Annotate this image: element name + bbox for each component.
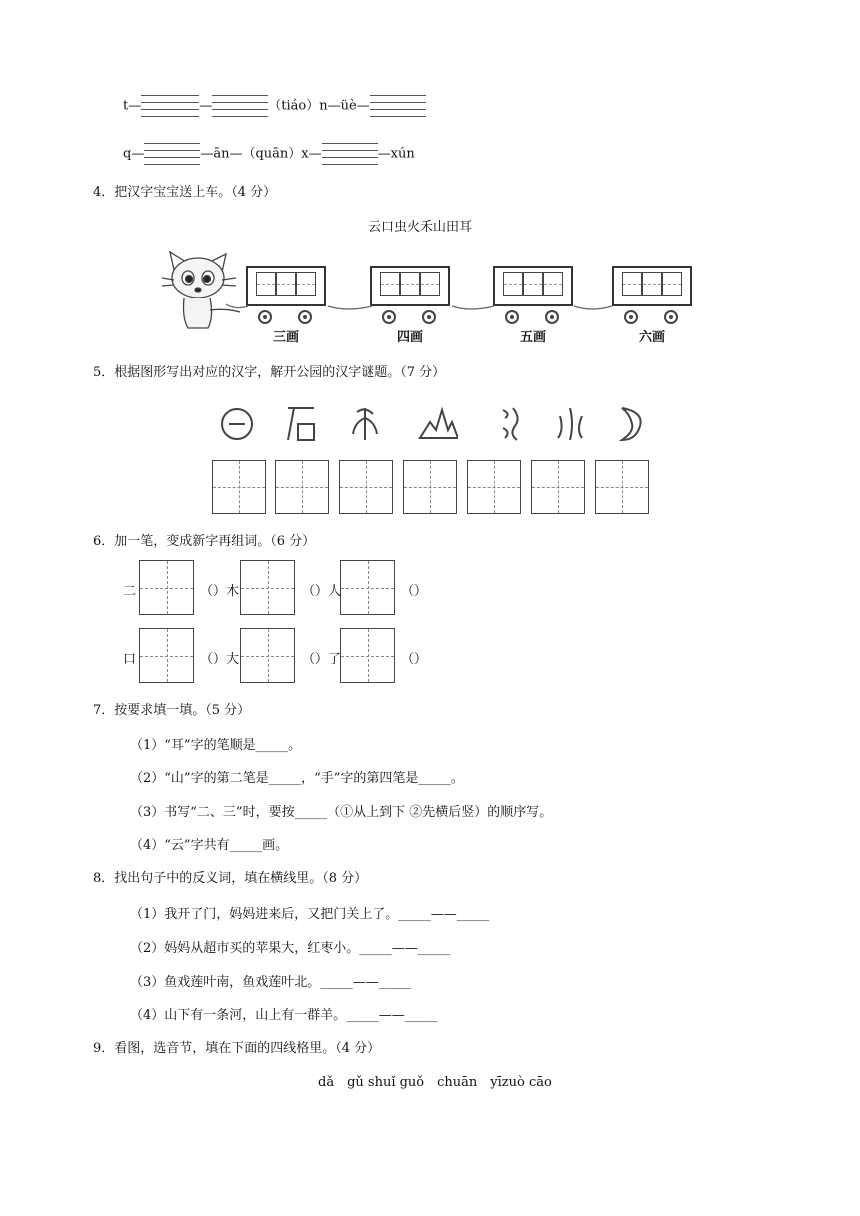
cart-label: 四画 (396, 330, 423, 345)
four-line-grid[interactable] (141, 93, 199, 119)
answer-grid-box[interactable] (531, 460, 585, 514)
cart-seat[interactable] (662, 272, 682, 296)
wheel-icon (664, 310, 678, 324)
q6-label: （）了 (302, 652, 342, 667)
answer-grid-box[interactable] (240, 628, 295, 683)
cart-seat[interactable] (276, 272, 296, 296)
four-line-grid[interactable] (370, 93, 426, 119)
pinyin-text: （tiáo）n—üè— (268, 98, 370, 114)
cart-seat[interactable] (400, 272, 420, 296)
q8-item-2: （2）妈妈从超市买的苹果大，红枣小。_____——_____ (130, 941, 451, 956)
mountain-pictograph-icon (418, 404, 458, 444)
cart-label: 六画 (638, 330, 665, 345)
q7-item-2: （2）“山”字的第二笔是_____，“手”字的第四笔是_____。 (130, 771, 464, 786)
pinyin-row-1 (123, 93, 426, 119)
answer-grid-box[interactable] (340, 560, 395, 615)
q6-label: （） (401, 584, 428, 599)
cart-seat[interactable] (642, 272, 662, 296)
pinyin-text: t— (123, 98, 142, 114)
pinyin-text: —ān—（quān）x— (200, 146, 322, 162)
question-5-title: 5．根据图形写出对应的汉字，解开公园的汉字谜题。（7 分） (93, 365, 446, 380)
q6-label: （）大 (200, 652, 240, 667)
moon-pictograph-icon (608, 404, 648, 444)
question-6-title: 6．加一笔，变成新字再组词。（6 分） (93, 534, 316, 549)
pinyin-text: q— (123, 146, 145, 162)
question-7-title: 7．按要求填一填。（5 分） (93, 703, 251, 718)
stone-pictograph-icon (280, 404, 320, 444)
q7-item-3: （3）书写“二、三”时，要按_____（①从上到下 ②先横后竖）的顺序写。 (130, 805, 553, 820)
q6-label: 口 (123, 652, 137, 667)
grain-pictograph-icon (345, 404, 385, 444)
four-line-grid[interactable] (212, 93, 268, 119)
cart-seat[interactable] (622, 272, 642, 296)
cart-seat[interactable] (380, 272, 400, 296)
cart-seat[interactable] (523, 272, 543, 296)
q8-item-4: （4）山下有一条河，山上有一群羊。_____——_____ (130, 1008, 438, 1023)
cat-icon (160, 248, 246, 336)
q8-item-1: （1）我开了门，妈妈进来后，又把门关上了。_____——_____ (130, 907, 490, 922)
pinyin-text: —xún (377, 146, 415, 162)
answer-grid-box[interactable] (467, 460, 521, 514)
train-coupling (226, 300, 626, 312)
wheel-icon (258, 310, 272, 324)
fire-pictograph-icon (550, 404, 590, 444)
syllable-options: dǎ gǔ shuǐ guǒ chuān yīzuò cāo (318, 1075, 552, 1090)
wheel-icon (505, 310, 519, 324)
answer-grid-box[interactable] (240, 560, 295, 615)
wheel-icon (298, 310, 312, 324)
cart-seat[interactable] (420, 272, 440, 296)
question-9-title: 9．看图，选音节，填在下面的四线格里。（4 分） (93, 1041, 381, 1056)
cart-label: 三画 (272, 330, 299, 345)
q6-label: 二 (123, 584, 137, 599)
answer-grid-box[interactable] (340, 628, 395, 683)
cart-seat[interactable] (256, 272, 276, 296)
character-list: 云口虫火禾山田耳 (368, 220, 473, 235)
water-pictograph-icon (493, 404, 533, 444)
pinyin-text: — (199, 98, 213, 114)
question-8-title: 8．找出句子中的反义词，填在横线里。（8 分） (93, 871, 368, 886)
q7-item-4: （4）“云”字共有_____画。 (130, 838, 289, 853)
q7-item-1: （1）“耳”字的笔顺是_____。 (130, 738, 302, 753)
wheel-icon (624, 310, 638, 324)
q6-label: （） (401, 652, 428, 667)
pinyin-row-2 (123, 141, 415, 167)
q6-label: （）人 (302, 584, 342, 599)
wheel-icon (422, 310, 436, 324)
wheel-icon (382, 310, 396, 324)
answer-grid-box[interactable] (339, 460, 393, 514)
q8-item-3: （3）鱼戏莲叶南，鱼戏莲叶北。_____——_____ (130, 975, 412, 990)
four-line-grid[interactable] (322, 141, 378, 167)
wheel-icon (545, 310, 559, 324)
sun-pictograph-icon (217, 404, 257, 444)
question-4-title: 4．把汉字宝宝送上车。（4 分） (93, 185, 277, 200)
four-line-grid[interactable] (144, 141, 200, 167)
answer-grid-box[interactable] (139, 560, 194, 615)
cart-seat[interactable] (543, 272, 563, 296)
cart-label: 五画 (519, 330, 546, 345)
answer-grid-box[interactable] (403, 460, 457, 514)
cart-seat[interactable] (503, 272, 523, 296)
answer-grid-box[interactable] (595, 460, 649, 514)
cart-seat[interactable] (296, 272, 316, 296)
answer-grid-box[interactable] (139, 628, 194, 683)
answer-grid-box[interactable] (212, 460, 266, 514)
answer-grid-box[interactable] (275, 460, 329, 514)
q6-label: （）木 (200, 584, 240, 599)
